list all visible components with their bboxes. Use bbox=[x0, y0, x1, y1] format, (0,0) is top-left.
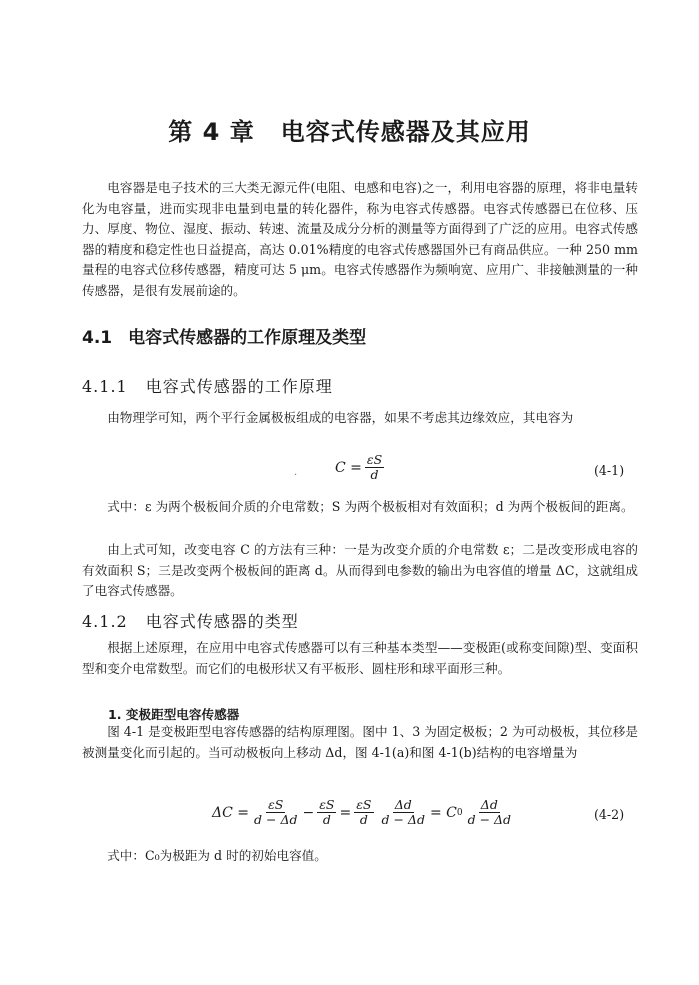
paragraph-variable-gap: 图 4-1 是变极距型电容传感器的结构原理图。图中 1、3 为固定极板；2 为可动极板，其位移是被测量变化而引起的。当可动极板向上移动 Δd，图 4-1(a)和图 4-1(b)结构的电容增量为 bbox=[82, 724, 638, 760]
subsection-heading-2 bbox=[82, 609, 299, 632]
eq-4-2-fraction-3 bbox=[354, 798, 373, 827]
section-name: 电容式传感器的工作原理及类型 bbox=[128, 328, 367, 348]
equation-4-2 bbox=[212, 798, 516, 827]
eq-4-2-equals-1: = bbox=[339, 804, 352, 821]
eq-4-2-f4-num: Δd bbox=[394, 797, 412, 812]
eq-4-2-fraction-1 bbox=[252, 798, 299, 827]
eq-4-2-f3-den: d bbox=[359, 812, 368, 827]
chapter-title bbox=[0, 112, 699, 147]
eq-4-2-f5-den: d − Δd bbox=[467, 812, 512, 827]
eq-4-2-minus: − bbox=[302, 804, 315, 821]
eq-4-2-equals-2: = C bbox=[429, 804, 457, 821]
eq-4-2-f2-den: d bbox=[322, 812, 331, 827]
eq-4-1-lhs: C = bbox=[335, 459, 362, 476]
equation-label-4-1: (4-1) bbox=[594, 463, 625, 478]
eq-4-1-fraction bbox=[365, 453, 384, 482]
eq-4-2-f1-den: d − Δd bbox=[254, 812, 298, 827]
section-heading bbox=[82, 323, 366, 348]
eq-4-2-f3-num: εS bbox=[356, 797, 372, 812]
eq-4-1-numerator: εS bbox=[366, 452, 383, 467]
subsection-number-1: 4.1.1 bbox=[82, 377, 128, 396]
eq-4-2-f1-num: εS bbox=[268, 797, 284, 812]
eq-4-1-denominator: d bbox=[370, 467, 379, 482]
eq-4-2-fraction-4 bbox=[380, 798, 427, 827]
paragraph-methods: 由上式可知，改变电容 C 的方法有三种：一是为改变介质的介电常数 ε；二是改变形成电容的有效面积 S；三是改变两个极板间的距离 d。从而得到电参数的输出为电容值的增量 ΔC，这就组成了电容式传感器。 bbox=[82, 542, 638, 599]
eq-4-2-f2-num: εS bbox=[319, 797, 335, 812]
paragraph-c0: 式中：C₀为极距为 d 时的初始电容值。 bbox=[107, 848, 327, 863]
paragraph-types: 根据上述原理，在应用中电容式传感器可以有三种基本类型——变极距(或称变间隙)型、变面积型和变介电常数型。而它们的电极形状又有平板形、圆柱形和球平面形三种。 bbox=[82, 640, 638, 676]
chapter-number: 第 4 章 bbox=[168, 118, 255, 146]
eq-4-2-lhs: ΔC = bbox=[212, 804, 250, 821]
intro-paragraph: 电容器是电子技术的三大类无源元件(电阻、电感和电容)之一，利用电容器的原理，将非电量转化为电容量，进而实现非电量到电量的转化器件，称为电容式传感器。电容式传感器已在位移、压力、厚度、物位、湿度、振动、转速、流量及成分分析的测量等方面得到了广泛的应用。电容式传感器的精度和稳定性也日益提高，高达 0.01%精度的电容式传感器国外已有商品供应。一种 250 mm 量程的电容式位移传感器，精度可达 5 μm。电容式传感器作为频响宽、应用广、非接触测量的一种传感器，是很有发展前途的。 bbox=[82, 180, 638, 298]
section-number: 4.1 bbox=[82, 328, 113, 348]
subsection-name-2: 电容式传感器的类型 bbox=[145, 612, 299, 631]
eq-4-2-f4-den: d − Δd bbox=[381, 812, 425, 827]
equation-4-1 bbox=[335, 453, 387, 482]
chapter-name: 电容式传感器及其应用 bbox=[280, 118, 531, 146]
subsection-number-2: 4.1.2 bbox=[82, 612, 128, 631]
subsection-name-1: 电容式传感器的工作原理 bbox=[145, 377, 333, 396]
item-heading: 1. 变极距型电容传感器 bbox=[108, 707, 240, 722]
subsection-heading-1 bbox=[82, 374, 333, 397]
eq-4-2-f5-num: Δd bbox=[480, 797, 498, 812]
scan-speck: · bbox=[294, 470, 298, 481]
eq-4-2-fraction-5 bbox=[466, 798, 513, 827]
paragraph-principle: 由物理学可知，两个平行金属极板组成的电容器，如果不考虑其边缘效应，其电容为 bbox=[107, 410, 574, 425]
eq-4-2-subscript: 0 bbox=[456, 807, 463, 818]
equation-label-4-2: (4-2) bbox=[594, 807, 625, 822]
eq-4-2-fraction-2 bbox=[317, 798, 336, 827]
paragraph-symbols: 式中：ε 为两个极板间介质的介电常数；S 为两个极板相对有效面积；d 为两个极板间的距离。 bbox=[107, 499, 634, 514]
